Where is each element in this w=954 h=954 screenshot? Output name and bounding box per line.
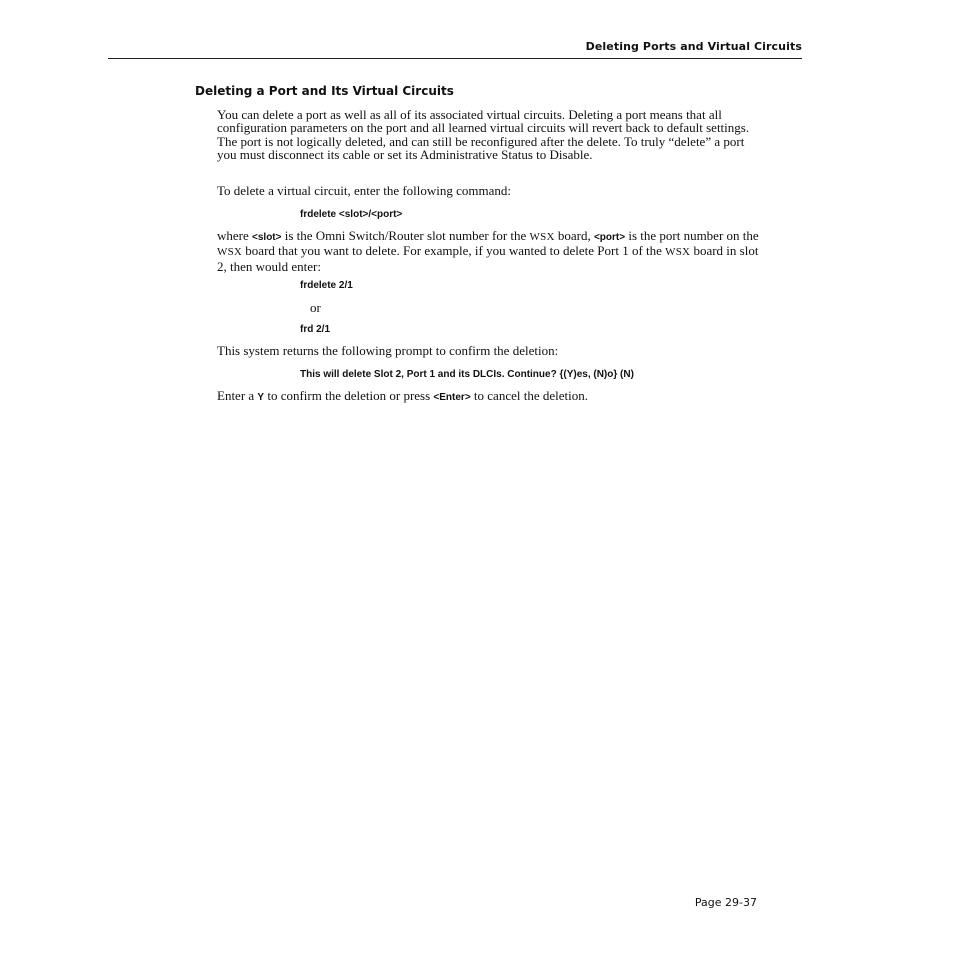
- text: Enter a: [217, 388, 258, 403]
- text: to confirm the deletion or press: [264, 388, 434, 403]
- section-title: Deleting a Port and Its Virtual Circuits: [195, 84, 454, 98]
- parameter-description-paragraph: [217, 229, 762, 273]
- prompt-intro-paragraph: This system returns the following prompt to confirm the deletion:: [217, 343, 559, 358]
- slot-parameter: <slot>: [252, 232, 282, 243]
- confirm-instructions-paragraph: [217, 389, 762, 404]
- text: board,: [554, 228, 594, 243]
- wsx-term: WSX: [529, 231, 555, 243]
- command-frdelete-example: frdelete 2/1: [300, 280, 353, 291]
- header-rule: [108, 58, 802, 59]
- text: board in slot 2, then would enter:: [217, 243, 759, 274]
- confirmation-prompt: This will delete Slot 2, Port 1 and its DLCIs. Continue? {(Y)es, (N)o} (N): [300, 369, 634, 380]
- command-intro-paragraph: To delete a virtual circuit, enter the following command:: [217, 183, 512, 198]
- running-header: Deleting Ports and Virtual Circuits: [585, 40, 802, 53]
- text: to cancel the deletion.: [470, 388, 588, 403]
- intro-paragraph: You can delete a port as well as all of its associated virtual circuits. Deleting a port means that all configuration parameters on the port and all learned virtual circuits will revert back to default settings. The port is not logically deleted, and can still be reconfigured after the delete. To truly “delete” a port you must disconnect its cable or set its Administrative Status to Disable.: [217, 107, 750, 162]
- text: board that you want to delete. For example, if you wanted to delete Port 1 of the: [242, 243, 666, 259]
- y-key: Y: [257, 392, 265, 403]
- command-frdelete-syntax: frdelete <slot>/<port>: [300, 209, 403, 220]
- or-separator: or: [310, 300, 321, 315]
- text: where: [217, 228, 253, 243]
- enter-key: <Enter>: [433, 392, 471, 403]
- wsx-term: WSX: [665, 246, 691, 259]
- page-number: Page 29-37: [694, 896, 757, 909]
- text: is the Omni Switch/Router slot number for the: [281, 228, 530, 243]
- wsx-term: WSX: [217, 246, 243, 259]
- port-parameter: <port>: [593, 232, 626, 243]
- command-frd-example: frd 2/1: [300, 324, 331, 335]
- text: is the port number on the: [625, 228, 759, 243]
